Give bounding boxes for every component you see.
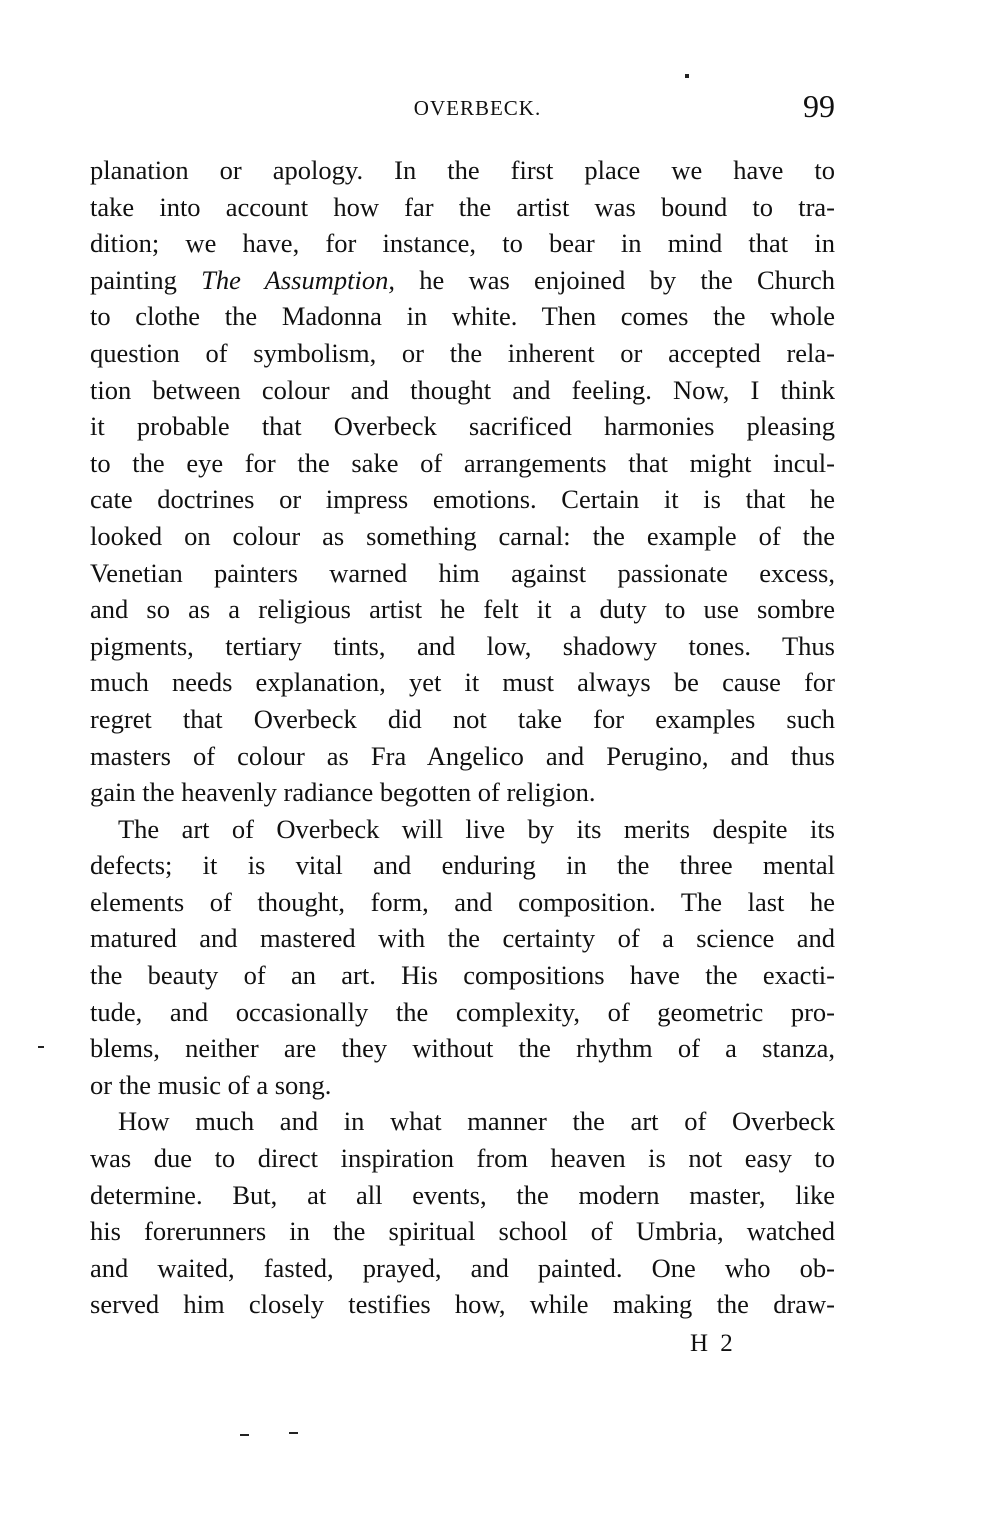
text-fragment: he was enjoined by the Church xyxy=(419,264,836,295)
text-line: take into account how far the artist was bound to tra- xyxy=(90,191,835,222)
text-line: matured and mastered with the certainty of a science and xyxy=(90,923,835,954)
text-line: masters of colour as Fra Angelico and Perugino, and thus xyxy=(90,740,835,771)
text-line: cate doctrines or impress emotions. Certain it is that he xyxy=(90,484,835,515)
text-line: gain the heavenly radiance begotten of religion. xyxy=(90,777,596,808)
text-line: Venetian painters warned him against passionate excess, xyxy=(90,557,835,588)
text-line: served him closely testifies how, while making the draw- xyxy=(90,1289,835,1320)
text-line: The art of Overbeck will live by its merits despite its xyxy=(118,813,835,844)
text-line: defects; it is vital and enduring in the three mental xyxy=(90,850,835,881)
text-line: much needs explanation, yet it must always be cause for xyxy=(90,667,835,698)
text-line: or the music of a song. xyxy=(90,1069,332,1100)
scan-speck xyxy=(685,74,689,78)
text-line: planation or apology. In the first place we have to xyxy=(90,155,835,185)
text-line: and waited, fasted, prayed, and painted. One who ob- xyxy=(90,1252,835,1283)
text-line: tude, and occasionally the complexity, of geometric pro- xyxy=(90,996,835,1027)
text-line: regret that Overbeck did not take for examples such xyxy=(90,703,835,734)
scan-speck xyxy=(38,1046,44,1048)
italic-title: The Assumption, xyxy=(201,264,395,295)
text-line: and so as a religious artist he felt it a duty to use sombre xyxy=(90,594,835,625)
text-line: tion between colour and thought and feeling. Now, I think xyxy=(90,374,835,405)
text-line: pigments, tertiary tints, and low, shadowy tones. Thus xyxy=(90,630,835,661)
scan-speck xyxy=(240,1434,249,1436)
text-line: How much and in what manner the art of Overbeck xyxy=(118,1106,835,1137)
body-text xyxy=(90,152,835,1323)
text-line: elements of thought, form, and composition. The last he xyxy=(90,886,835,917)
page-header xyxy=(90,88,835,128)
text-line: it probable that Overbeck sacrificed harmonies pleasing xyxy=(90,411,835,442)
text-line: looked on colour as something carnal: the example of the xyxy=(90,520,835,551)
text-line: was due to direct inspiration from heaven is not easy to xyxy=(90,1143,835,1174)
text-line: dition; we have, for instance, to bear in mind that in xyxy=(90,228,835,259)
text-line: determine. But, at all events, the modern master, like xyxy=(90,1179,835,1210)
text-line: his forerunners in the spiritual school of Umbria, watched xyxy=(90,1216,835,1247)
text-line: to the eye for the sake of arrangements that might incul- xyxy=(90,447,835,478)
text-line-with-title xyxy=(90,262,835,299)
text-fragment: painting xyxy=(90,264,177,295)
text-line: the beauty of an art. His compositions have the exacti- xyxy=(90,960,835,991)
running-head: OVERBECK. xyxy=(413,96,542,120)
scan-speck xyxy=(289,1432,298,1434)
signature-mark: H 2 xyxy=(690,1330,736,1357)
text-line: to clothe the Madonna in white. Then comes the whole xyxy=(90,301,835,332)
page-number: 99 xyxy=(803,88,835,124)
text-line: question of symbolism, or the inherent or accepted rela- xyxy=(90,337,835,368)
text-line: blems, neither are they without the rhythm of a stanza, xyxy=(90,1033,835,1064)
